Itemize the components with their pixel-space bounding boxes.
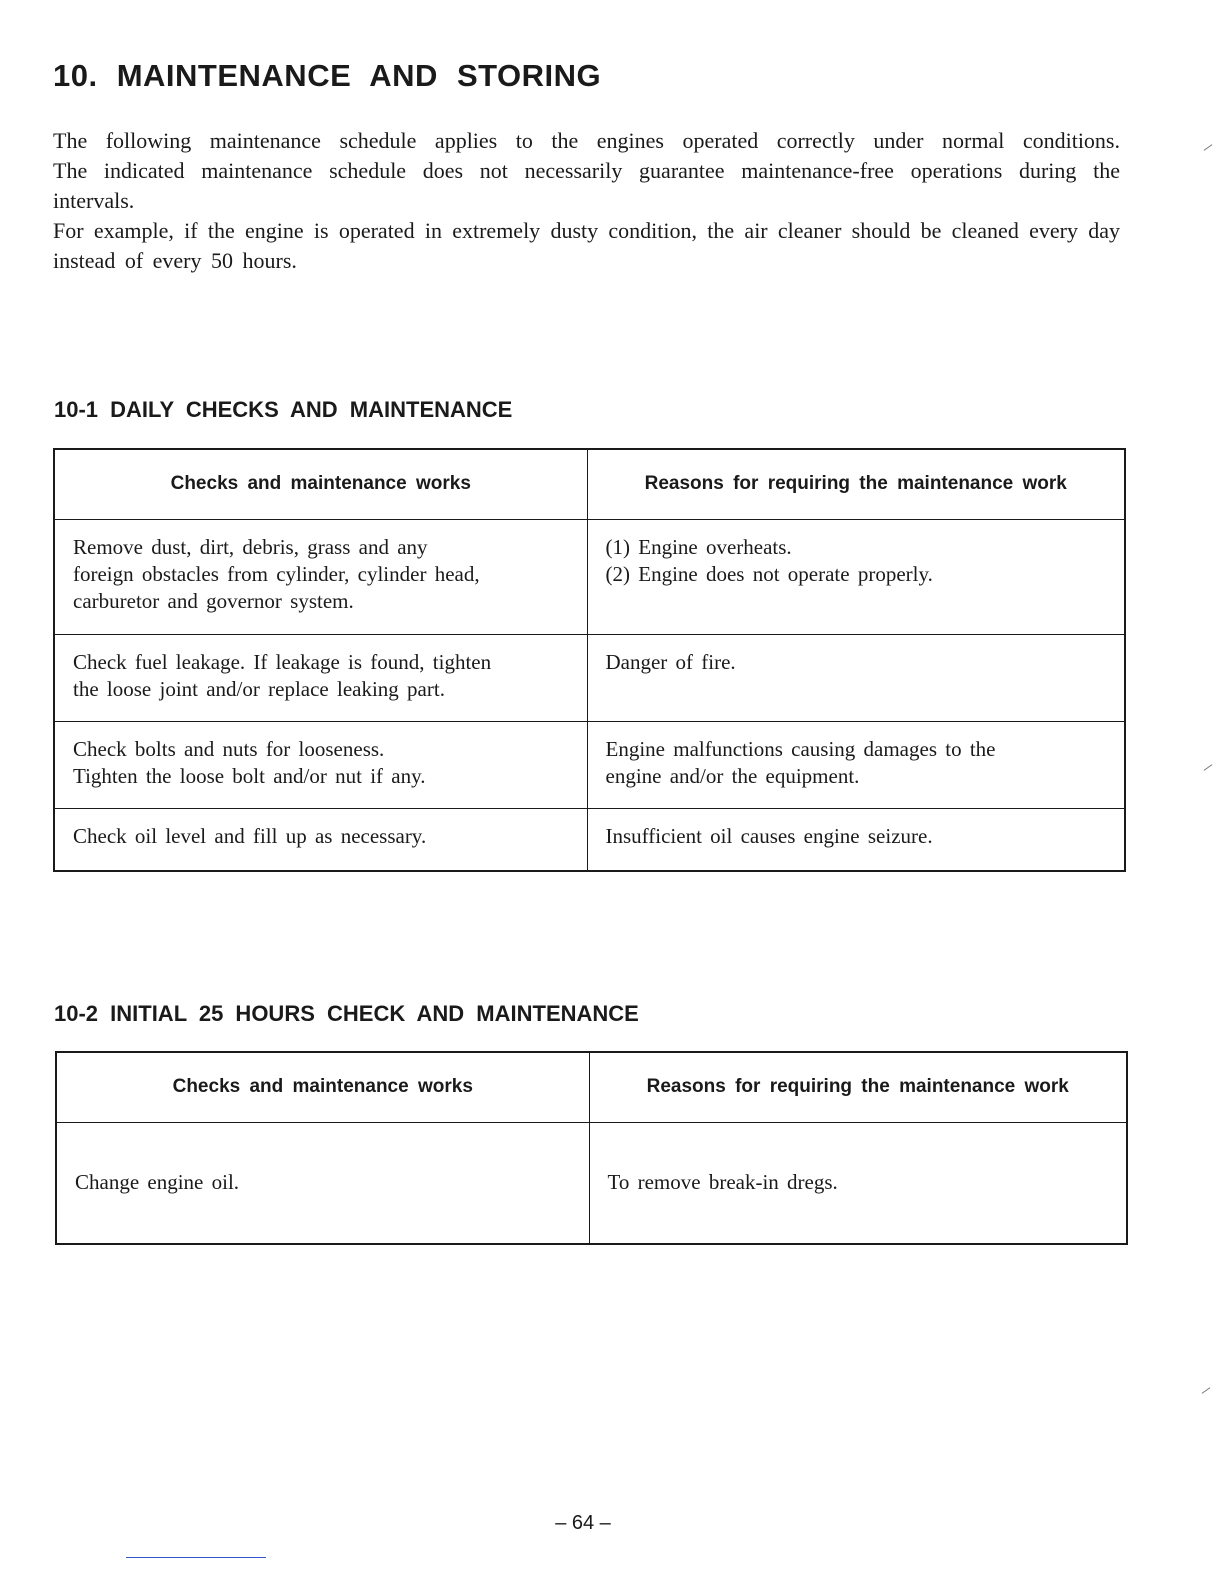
scan-mark xyxy=(1204,144,1213,151)
cell-line: (2) Engine does not operate properly. xyxy=(605,561,933,586)
table-row xyxy=(54,721,1125,808)
intro-text xyxy=(53,126,1120,276)
column-header-reasons: Reasons for requiring the maintenance work xyxy=(587,449,1125,519)
cell-line: foreign obstacles from cylinder, cylinder head, xyxy=(73,561,480,586)
reason-cell xyxy=(587,721,1125,808)
check-cell xyxy=(54,721,587,808)
cell-line: Tighten the loose bolt and/or nut if any. xyxy=(73,763,426,788)
table-row xyxy=(54,808,1125,871)
intro-paragraph: The indicated maintenance schedule does not necessarily guarantee maintenance-free operations during the intervals. xyxy=(53,158,1120,213)
section-heading-daily: 10-1 DAILY CHECKS AND MAINTENANCE xyxy=(54,397,513,422)
cell-line: carburetor and governor system. xyxy=(73,588,354,613)
column-header-checks: Checks and maintenance works xyxy=(54,449,587,519)
check-cell xyxy=(54,634,587,721)
reason-cell xyxy=(587,634,1125,721)
cell-line: Check bolts and nuts for looseness. xyxy=(73,736,385,761)
cell-line: Danger of fire. xyxy=(605,649,736,674)
cell-line: (1) Engine overheats. xyxy=(605,534,792,559)
initial-25-hours-table xyxy=(55,1051,1128,1245)
cell-line: Insufficient oil causes engine seizure. xyxy=(605,823,933,848)
cell-line: the loose joint and/or replace leaking part. xyxy=(73,676,445,701)
check-cell xyxy=(56,1122,589,1244)
table-row xyxy=(56,1122,1127,1244)
cell-line: Remove dust, dirt, debris, grass and any xyxy=(73,534,428,559)
cell-line: Engine malfunctions causing damages to the xyxy=(605,736,996,761)
check-cell xyxy=(54,808,587,871)
scan-mark xyxy=(1204,764,1213,771)
section-heading-initial-25-hours: 10-2 INITIAL 25 HOURS CHECK AND MAINTENANCE xyxy=(54,1001,639,1026)
check-cell xyxy=(54,519,587,634)
table-header-row xyxy=(54,449,1125,519)
page-number: – 64 – xyxy=(555,1512,611,1534)
column-header-checks: Checks and maintenance works xyxy=(56,1052,589,1122)
cell-line: To remove break-in dregs. xyxy=(607,1170,838,1195)
table-row xyxy=(54,634,1125,721)
table-row xyxy=(54,519,1125,634)
table-header-row xyxy=(56,1052,1127,1122)
reason-cell xyxy=(587,519,1125,634)
intro-paragraph: The following maintenance schedule applies to the engines operated correctly under normal conditions. xyxy=(53,128,1120,153)
intro-paragraph: For example, if the engine is operated in extremely dusty condition, the air cleaner should be cleaned every day instead of every 50 hours. xyxy=(53,218,1120,273)
daily-maintenance-table xyxy=(53,448,1126,872)
column-header-reasons: Reasons for requiring the maintenance work xyxy=(589,1052,1127,1122)
reason-cell xyxy=(587,808,1125,871)
page-title: 10. MAINTENANCE AND STORING xyxy=(53,58,602,93)
cell-line: Change engine oil. xyxy=(75,1170,240,1195)
reason-cell xyxy=(589,1122,1127,1244)
cell-line: engine and/or the equipment. xyxy=(605,763,860,788)
scan-mark xyxy=(1202,1387,1211,1394)
cell-line: Check oil level and fill up as necessary. xyxy=(73,823,427,848)
cell-line: Check fuel leakage. If leakage is found, tighten xyxy=(73,649,492,674)
footer-rule xyxy=(126,1557,266,1558)
